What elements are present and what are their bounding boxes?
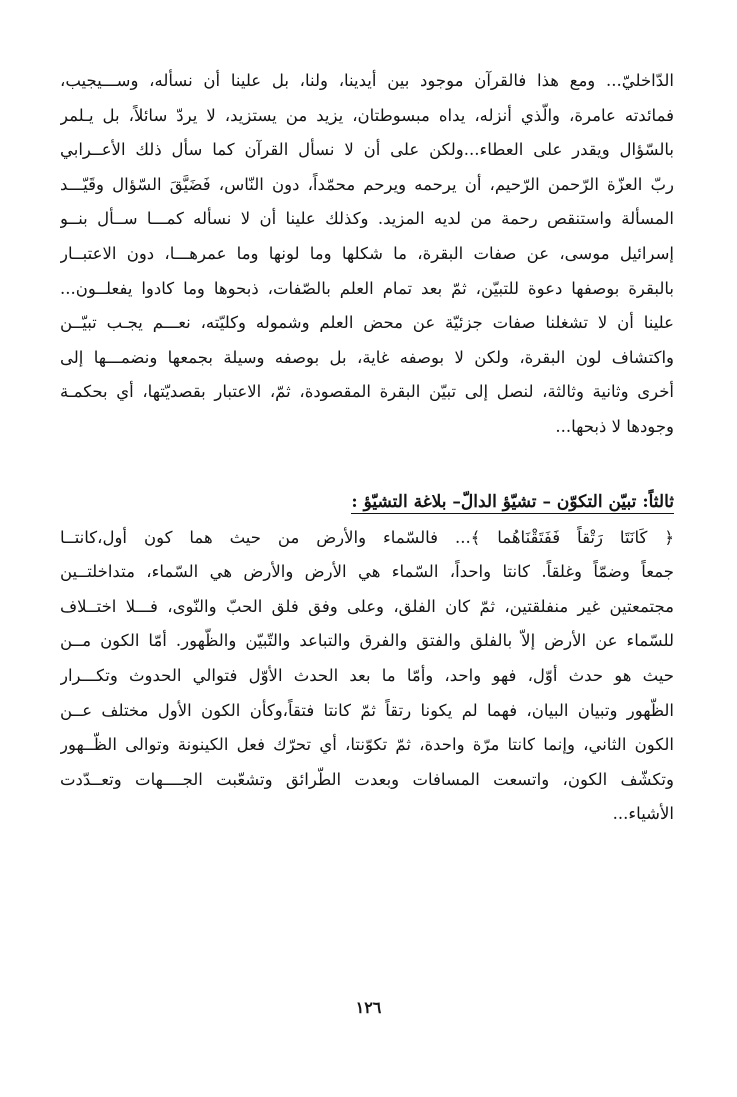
text-line: الدّاخليّ... ومع هذا فالقرآن موجود بين أيدينا، ولنا، بل علينا أن نسأله، وســـيجيب،	[60, 71, 674, 90]
text-line: جمعاً وضمّاً وغلقاً. كانتا واحداً، السّماء هي الأرض والأرض هي السّماء، متداخلتــين	[60, 562, 674, 582]
text-line: مجتمعتين غير منفلقتين، ثمّ كان الفلق، وعلى وفق فلق الحبّ والنّوى، فـــلا اختــلاف	[60, 596, 674, 616]
text-line: الأشياء...	[612, 804, 674, 824]
text-line: أخرى وثانية وثالثة، لنصل إلى تبيّن البقرة المقصودة، ثمّ، الاعتبار بقصديّتها، أي بحكمـة	[60, 382, 674, 402]
text-line: فمائدته عامرة، والّذي أنزله، يداه مبسوطتان، يزيد من يستزيد، لا يردّ سائلاً، بل يـلمر	[60, 105, 674, 125]
text-line: المسألة واستنقص رحمة من لديه المزيد. وكذلك علينا أن لا نسأله كمـــا ســأل بنــو	[60, 209, 674, 229]
section-heading	[60, 485, 674, 519]
text-line: ربّ العزّة الرّحمن الرّحيم، أن يرحمه ويرحم محمّداً، دون النّاس، فَضَيَّقَ السّؤال وقَيّـــد	[60, 174, 674, 194]
paragraph-1	[60, 64, 674, 445]
text-line: وتكشّف الكون، واتسعت المسافات وبعدت الطّرائق وتشعّبت الجــــهات وتعــدّدت	[60, 769, 674, 789]
text-line: حيث هو حدث أوّل، فهو واحد، وأمّا ما بعد الحدث الأوّل فتوالي الحدوث وتكـــرار	[60, 665, 674, 685]
text-line: ﴿ كَانَتَا رَتْقاً فَفَتَقْنَاهُما ﴾... فالسّماء والأرض من حيث هما كون أول،كانتــا	[60, 527, 674, 547]
paragraph-2	[60, 521, 674, 832]
text-line: واكتشاف لون البقرة، ولكن لا بوصفه غاية، بل بوصفه وسيلة بجمعها ونضمـــها إلى	[60, 347, 674, 367]
text-line: وجودها لا ذبحها...	[555, 416, 674, 436]
text-line: علينا أن لا تشغلنا صفات جزئيّة عن محض العلم وشموله وكليّته، نعـــم يجـب تبيّــن	[60, 313, 674, 333]
section-heading-text: ثالثاً: تبيّن التكوّن – تشيّؤ الدالّ– بلاغة التشيّؤ :	[351, 491, 674, 512]
text-line: بالبقرة بوصفها دعوة للتبيّن، ثمّ بعد تمام العلم بالصّفات، ذبحوها وما كادوا يفعلــون...	[60, 278, 674, 298]
text-line: الكون الثاني، وإنما كانتا مرّة واحدة، ثمّ تكوّنتا، أي تحرّك فعل الكينونة وتوالى الظّــهور	[60, 735, 674, 755]
page-body	[60, 64, 674, 832]
page-number: ١٢٦	[355, 998, 382, 1017]
text-line: إسرائيل موسى، عن صفات البقرة، ما شكلها وما لونها وما عمرهـــا، دون الاعتبــار	[60, 243, 674, 263]
text-line: الظّهور وتبيان البيان، فهما لم يكونا رتقاً ثمّ كانتا فتقاً،وكأن الكون الأول مختلف عــن	[60, 700, 674, 720]
text-line: بالسّؤال ويقدر على العطاء...ولكن على أن لا نسأل القرآن كما سأل ذلك الأعــرابي	[60, 140, 674, 160]
text-line: للسّماء عن الأرض إلاّ بالفلق والفتق والفرق والتباعد والتّبيّن والظّهور. أمّا الكون مــن	[60, 631, 674, 651]
